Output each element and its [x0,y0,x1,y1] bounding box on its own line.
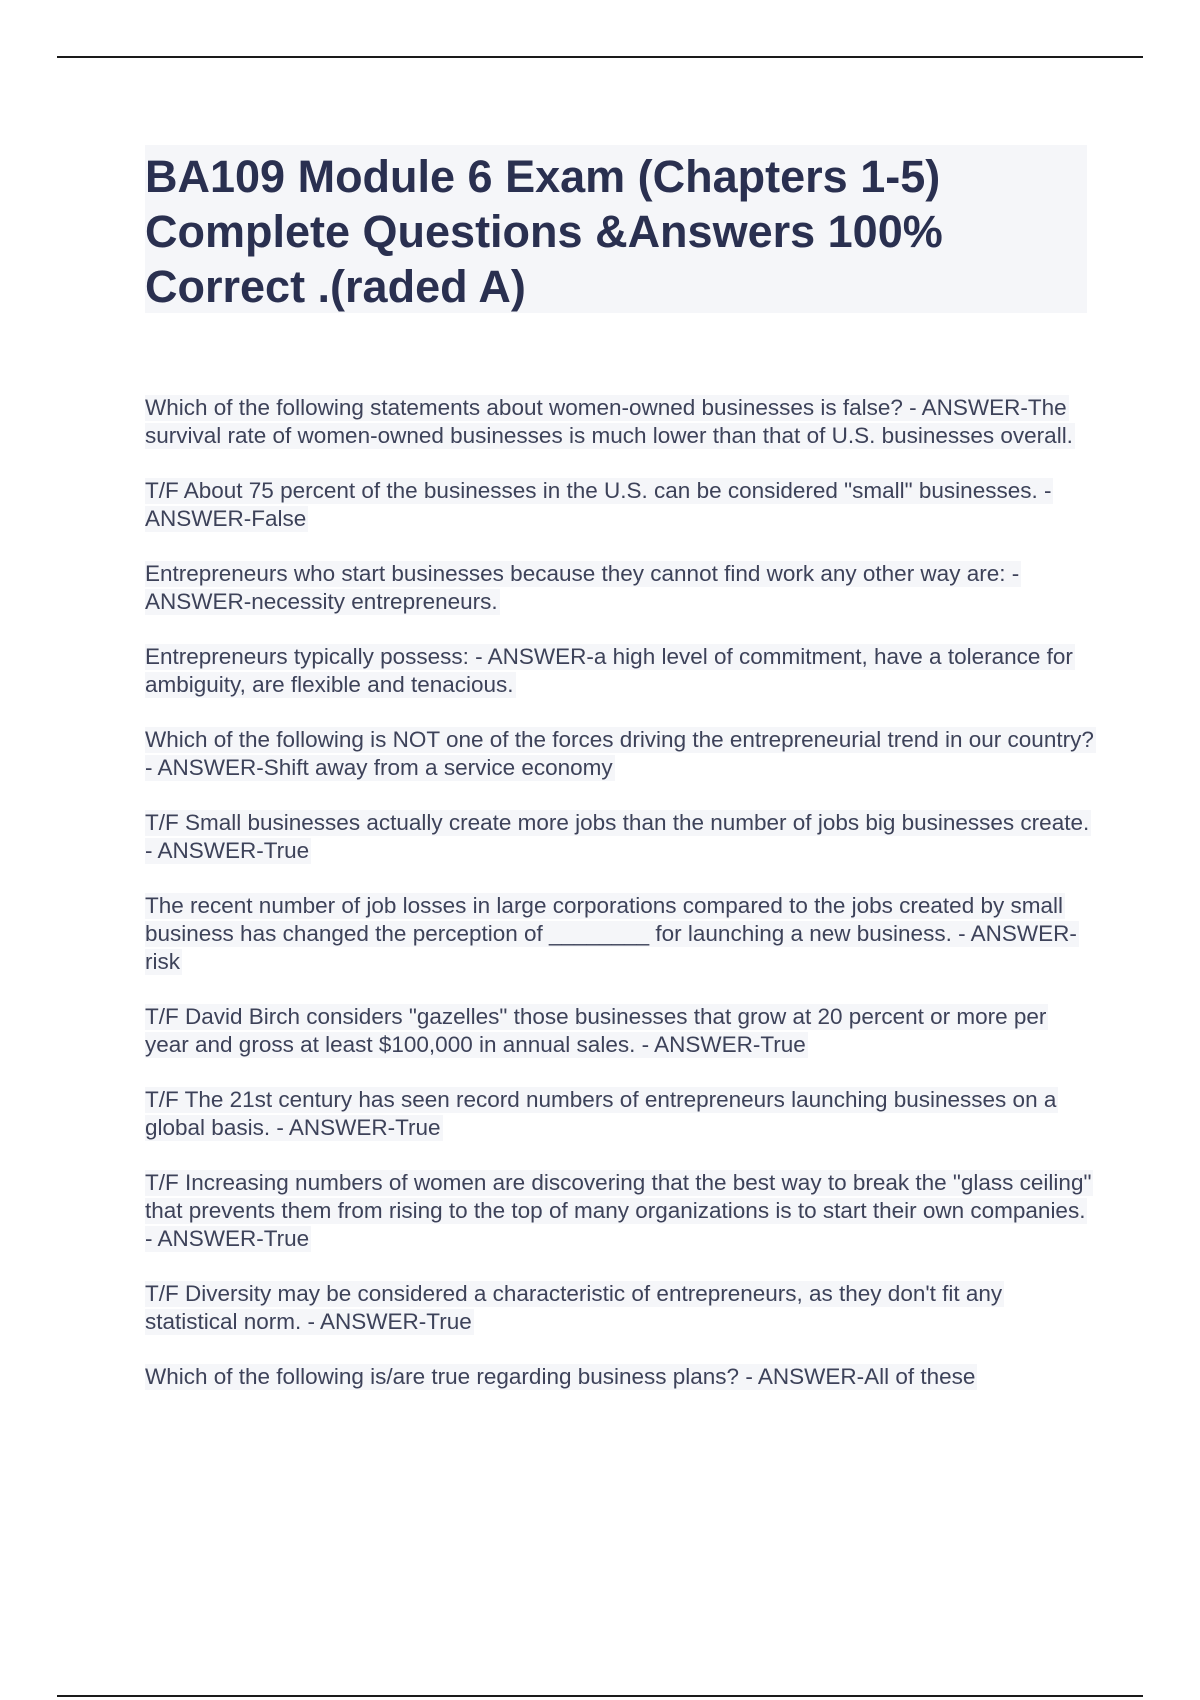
qa-text: The recent number of job losses in large corporations compared to the jobs created by small business has changed the perception of ________ for launching a new business. - ANSWER-risk [145,893,1077,974]
qa-text: Which of the following is NOT one of the forces driving the entrepreneurial trend in our country? - ANSWER-Shift away from a service economy [145,727,1094,780]
qa-text: T/F Diversity may be considered a characteristic of entrepreneurs, as they don't fit any statistical norm. - ANSWER-True [145,1281,1003,1334]
qa-text: T/F The 21st century has seen record numbers of entrepreneurs launching businesses on a global basis. - ANSWER-True [145,1087,1057,1140]
title-block [145,145,1087,313]
qa-text: T/F Small businesses actually create more jobs than the number of jobs big businesses create. - ANSWER-True [145,810,1090,863]
qa-text: T/F About 75 percent of the businesses in the U.S. can be considered "small" businesses. - ANSWER-False [145,478,1052,531]
qa-item [145,809,1095,865]
document-title [145,149,1087,314]
qa-text: Which of the following statements about women-owned businesses is false? - ANSWER-The survival rate of women-owned businesses is much lower than that of U.S. businesses overall. [145,395,1073,448]
qa-list [145,394,1095,1418]
qa-item [145,643,1095,699]
qa-text: T/F David Birch considers "gazelles" those businesses that grow at 20 percent or more per year and gross at least $100,000 in annual sales. - ANSWER-True [145,1004,1047,1057]
qa-item [145,1363,1095,1391]
qa-item [145,1086,1095,1142]
qa-item [145,1169,1095,1253]
qa-text: Entrepreneurs typically possess: - ANSWER-a high level of commitment, have a tolerance for ambiguity, are flexible and tenacious. [145,644,1073,697]
qa-item [145,394,1095,450]
qa-item [145,1003,1095,1059]
qa-item [145,477,1095,533]
qa-item [145,892,1095,976]
bottom-rule [57,1695,1143,1697]
title-line-1: BA109 Module 6 Exam (Chapters 1-5) [145,151,941,202]
qa-item [145,560,1095,616]
top-rule [57,56,1143,58]
title-line-3: Correct .(raded A) [145,261,526,312]
qa-item [145,726,1095,782]
title-line-2: Complete Questions &Answers 100% [145,206,943,257]
qa-text: Entrepreneurs who start businesses because they cannot find work any other way are: - ANSWER-necessity entrepreneurs. [145,561,1020,614]
qa-text: T/F Increasing numbers of women are discovering that the best way to break the "glass ceiling" that prevents them from rising to the top of many organizations is to start their own companies. - ANSWER-True [145,1170,1092,1251]
qa-text: Which of the following is/are true regarding business plans? - ANSWER-All of these [145,1364,976,1389]
qa-item [145,1280,1095,1336]
